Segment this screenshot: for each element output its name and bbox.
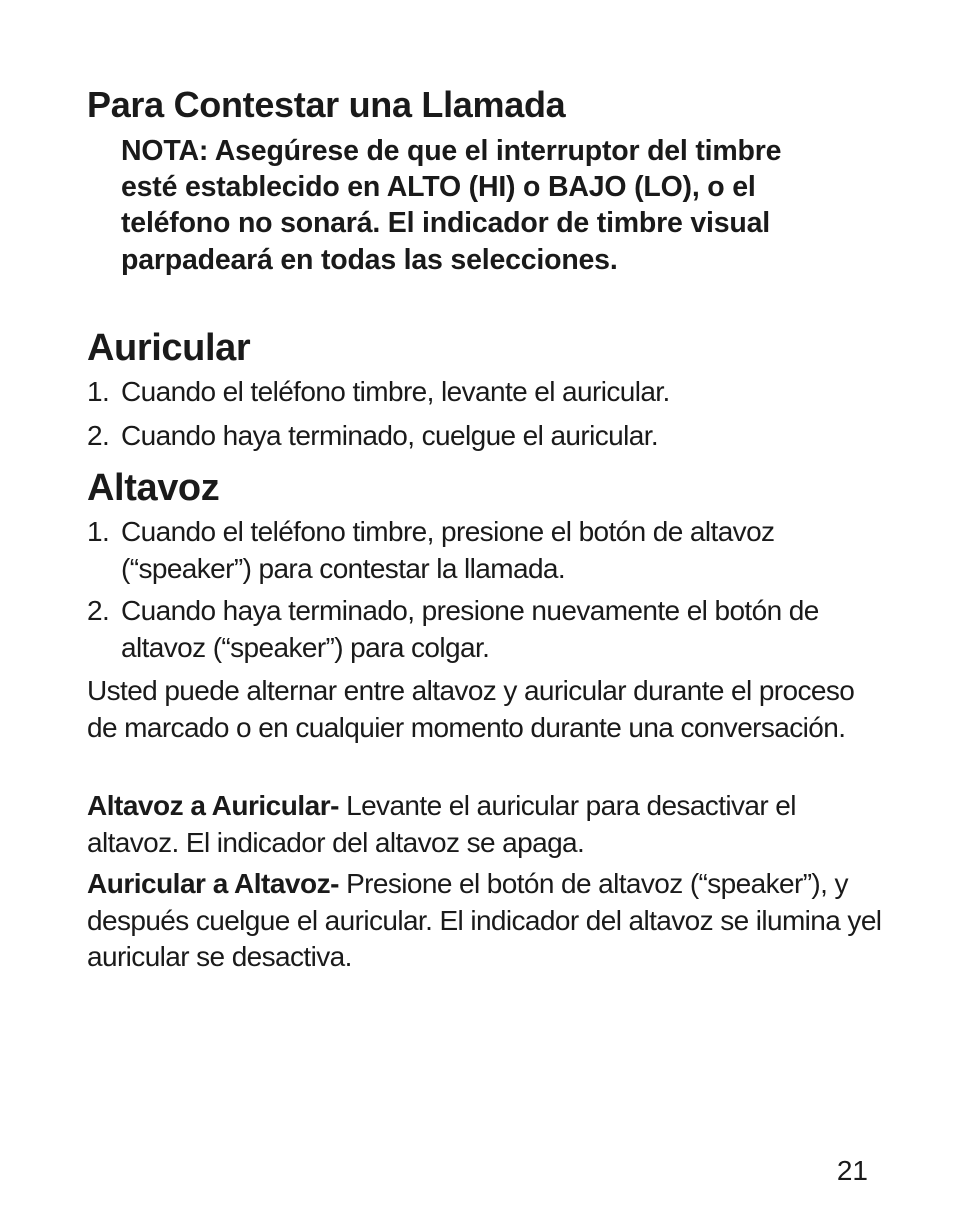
speaker-to-handset-text: Levante el auricular para desactivar el altavoz. El indicador del altavoz se apaga. [87,790,796,858]
step-text: Cuando haya terminado, presione nuevamente el botón de altavoz (“speaker”) para colgar. [121,595,819,663]
list-item [87,593,877,666]
heading-altavoz: Altavoz [87,467,220,509]
speaker-to-handset-label: Altavoz a Auricular- [87,790,339,821]
section-title: Para Contestar una Llamada [87,84,566,125]
step-number: 2. [87,419,110,451]
handset-to-speaker-label: Auricular a Altavoz- [87,868,339,899]
handset-to-speaker-text: Presione el botón de altavoz (“speaker”), y después cuelgue el auricular. El indicador del altavoz se ilumina yel auricular se desactiva. [87,868,882,972]
auricular-steps [87,374,877,454]
speaker-to-handset-paragraph [87,788,887,861]
switch-info-paragraph: Usted puede alternar entre altavoz y auricular durante el proceso de marcado o en cualquier momento durante una conversación. [87,675,855,743]
step-number: 2. [87,595,110,626]
step-text: Cuando el teléfono timbre, presione el botón de altavoz (“speaker”) para contestar la llamada. [121,516,775,584]
page-number: 21 [836,1155,868,1186]
altavoz-steps [87,514,877,666]
list-item [87,374,877,411]
step-text: Cuando el teléfono timbre, levante el auricular. [121,376,670,407]
list-item [87,514,877,587]
handset-to-speaker-paragraph [87,866,887,976]
step-number: 1. [87,376,110,407]
list-item [87,418,877,455]
step-number: 1. [87,516,110,547]
step-text: Cuando haya terminado, cuelgue el auricular. [121,419,659,451]
heading-auricular: Auricular [87,327,251,369]
note-text: NOTA: Asegúrese de que el interruptor del timbre esté establecido en ALTO (HI) o BAJO (LO), o el teléfono no sonará. El indicador de timbre visual parpadeará en todas las selecciones. [121,135,782,276]
